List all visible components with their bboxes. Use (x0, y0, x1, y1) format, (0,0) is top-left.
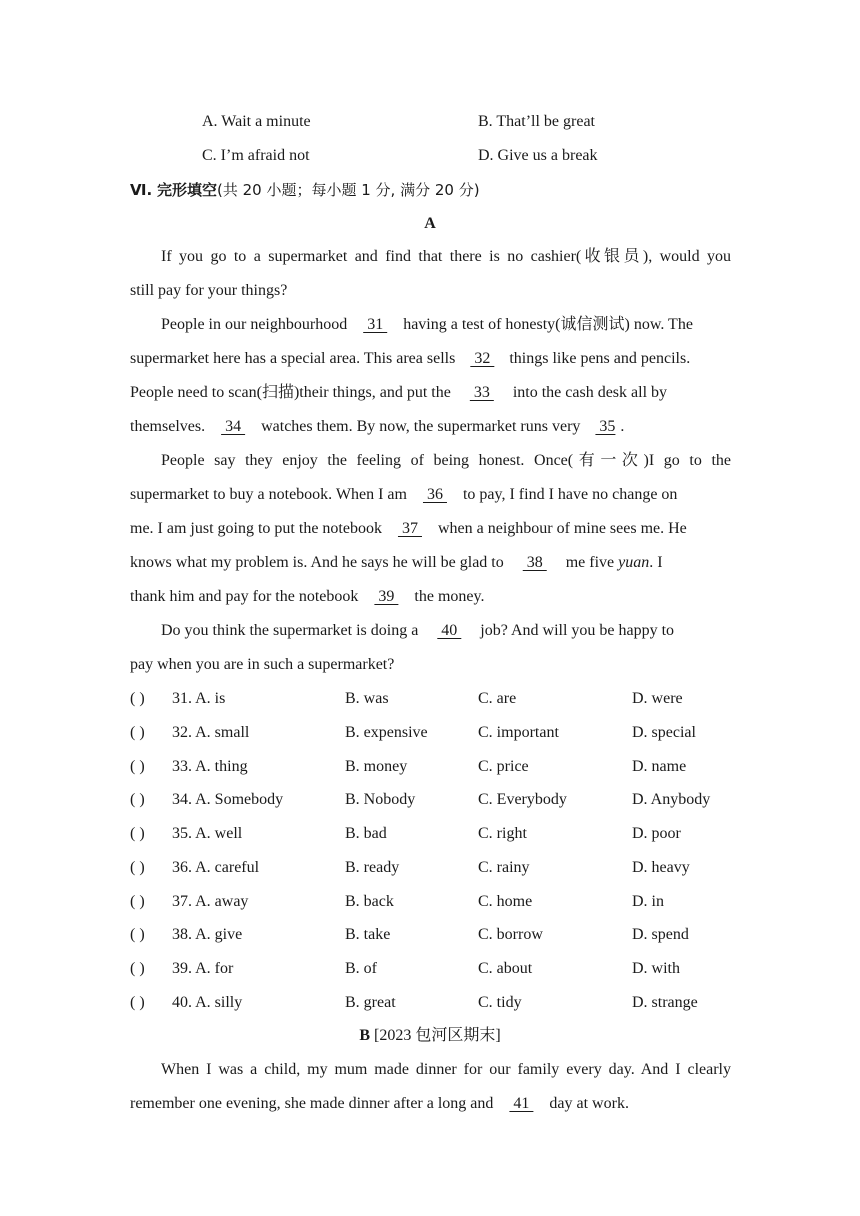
option-d: D. Anybody (632, 791, 711, 808)
option-c: C. price (478, 758, 529, 775)
section-title: 完形填空 (156, 181, 217, 199)
text-run: themselves. (130, 418, 206, 435)
source-note: [2023 包河区期末] (374, 1027, 501, 1044)
text-run: day at work. (549, 1095, 629, 1112)
option-a: 31. A. is (172, 690, 226, 707)
option-a: 38. A. give (172, 926, 243, 943)
text-run: into the cash desk all by (512, 384, 668, 401)
option-c: C. right (478, 825, 527, 842)
paragraph-line (130, 553, 663, 573)
text-run: things like pens and pencils. (509, 350, 691, 367)
option-b: B. great (345, 994, 396, 1011)
text-run: thank him and pay for the notebook (130, 588, 359, 605)
blank-38[interactable]: 38 (522, 554, 547, 571)
paragraph-line (130, 587, 484, 607)
answer-paren[interactable]: ( ) (130, 758, 145, 775)
option-b: B. bad (345, 825, 387, 842)
section-numeral: Ⅵ. (130, 181, 153, 199)
text-run: supermarket to buy a notebook. When I am (130, 486, 407, 503)
option-d: D. with (632, 960, 680, 977)
text-run: People in our neighbourhood (161, 316, 348, 333)
option-b: B. expensive (345, 724, 428, 741)
option-a: 39. A. for (172, 960, 234, 977)
option-b: B. back (345, 893, 394, 910)
paragraph-line: When I was a child, my mum made dinner for our family every day. And I clearly (161, 1061, 731, 1078)
answer-paren[interactable]: ( ) (130, 926, 145, 943)
option-a: 34. A. Somebody (172, 791, 284, 808)
answer-paren[interactable]: ( ) (130, 690, 145, 707)
option-d: D. spend (632, 926, 689, 943)
blank-31[interactable]: 31 (363, 316, 388, 333)
option-c: C. are (478, 690, 517, 707)
blank-40[interactable]: 40 (437, 622, 462, 639)
text-run: watches them. By now, the supermarket runs very (261, 418, 581, 435)
answer-paren[interactable]: ( ) (130, 994, 145, 1011)
paragraph-line (130, 1094, 629, 1114)
option-c: C. Everybody (478, 791, 567, 808)
option-d: D. special (632, 724, 696, 741)
paragraph-line: If you go to a supermarket and find that there is no cashier(收银员), would you (161, 248, 731, 265)
option-c: C. tidy (478, 994, 522, 1011)
text-run: supermarket here has a special area. This area sells (130, 350, 456, 367)
answer-paren[interactable]: ( ) (130, 791, 145, 808)
option-b: B. was (345, 690, 389, 707)
blank-34[interactable]: 34 (221, 418, 246, 435)
paragraph-line: People say they enjoy the feeling of being honest. Once(有一次)I go to the (161, 452, 731, 469)
option-a: 32. A. small (172, 724, 250, 741)
text-run: People need to scan(扫描)their things, and put the (130, 384, 451, 401)
option-a: A. Wait a minute (202, 113, 311, 130)
text-run: job? And will you be happy to (480, 622, 675, 639)
paragraph-line: pay when you are in such a supermarket? (130, 656, 395, 673)
text-run: . (620, 418, 625, 435)
option-c: C. about (478, 960, 533, 977)
option-c: C. borrow (478, 926, 543, 943)
text-run: remember one evening, she made dinner after a long and (130, 1095, 494, 1112)
text-run: when a neighbour of mine sees me. He (437, 520, 687, 537)
paragraph-line (130, 349, 690, 369)
paragraph-line (130, 383, 667, 403)
option-b: B. ready (345, 859, 400, 876)
option-d: D. strange (632, 994, 698, 1011)
heading-letter: B (359, 1027, 370, 1044)
section-heading (130, 180, 480, 200)
answer-paren[interactable]: ( ) (130, 724, 145, 741)
paragraph-line (161, 621, 674, 641)
option-b: B. That’ll be great (478, 113, 595, 130)
blank-39[interactable]: 39 (374, 588, 399, 605)
option-a: 35. A. well (172, 825, 243, 842)
option-c: C. important (478, 724, 559, 741)
option-a: 36. A. careful (172, 859, 260, 876)
passage-a-heading: A (424, 215, 436, 232)
option-a: 40. A. silly (172, 994, 243, 1011)
option-b: B. of (345, 960, 377, 977)
passage-b-heading (0, 1026, 860, 1046)
text-run: the money. (414, 588, 485, 605)
option-c: C. rainy (478, 859, 530, 876)
option-b: B. money (345, 758, 408, 775)
paragraph-line: still pay for your things? (130, 282, 288, 299)
paragraph-line (130, 519, 687, 539)
blank-36[interactable]: 36 (422, 486, 447, 503)
answer-paren[interactable]: ( ) (130, 859, 145, 876)
blank-37[interactable]: 37 (397, 520, 422, 537)
option-d: D. in (632, 893, 664, 910)
option-a: 33. A. thing (172, 758, 248, 775)
text-run: me five (565, 554, 615, 571)
option-b: B. take (345, 926, 391, 943)
paragraph-line (161, 315, 693, 335)
text-run: . I (649, 554, 663, 571)
option-d: D. name (632, 758, 687, 775)
blank-35[interactable]: 35 (595, 418, 616, 435)
answer-paren[interactable]: ( ) (130, 893, 145, 910)
option-d: D. poor (632, 825, 681, 842)
blank-33[interactable]: 33 (469, 384, 494, 401)
italic-word: yuan (618, 554, 650, 571)
blank-41[interactable]: 41 (509, 1095, 534, 1112)
option-d: D. Give us a break (478, 147, 598, 164)
text-run: me. I am just going to put the notebook (130, 520, 382, 537)
section-note: (共 20 小题；每小题 1 分, 满分 20 分) (216, 181, 480, 199)
option-c: C. I’m afraid not (202, 147, 310, 164)
text-run: Do you think the supermarket is doing a (161, 622, 419, 639)
blank-32[interactable]: 32 (470, 350, 495, 367)
text-run: knows what my problem is. And he says he will be glad to (130, 554, 504, 571)
option-d: D. heavy (632, 859, 690, 876)
option-b: B. Nobody (345, 791, 416, 808)
paragraph-line (130, 417, 624, 437)
text-run: to pay, I find I have no change on (462, 486, 678, 503)
answer-paren[interactable]: ( ) (130, 825, 145, 842)
text-run: having a test of honesty(诚信测试) now. The (403, 316, 693, 333)
option-a: 37. A. away (172, 893, 249, 910)
paragraph-line (130, 485, 677, 505)
option-d: D. were (632, 690, 683, 707)
answer-paren[interactable]: ( ) (130, 960, 145, 977)
option-c: C. home (478, 893, 533, 910)
